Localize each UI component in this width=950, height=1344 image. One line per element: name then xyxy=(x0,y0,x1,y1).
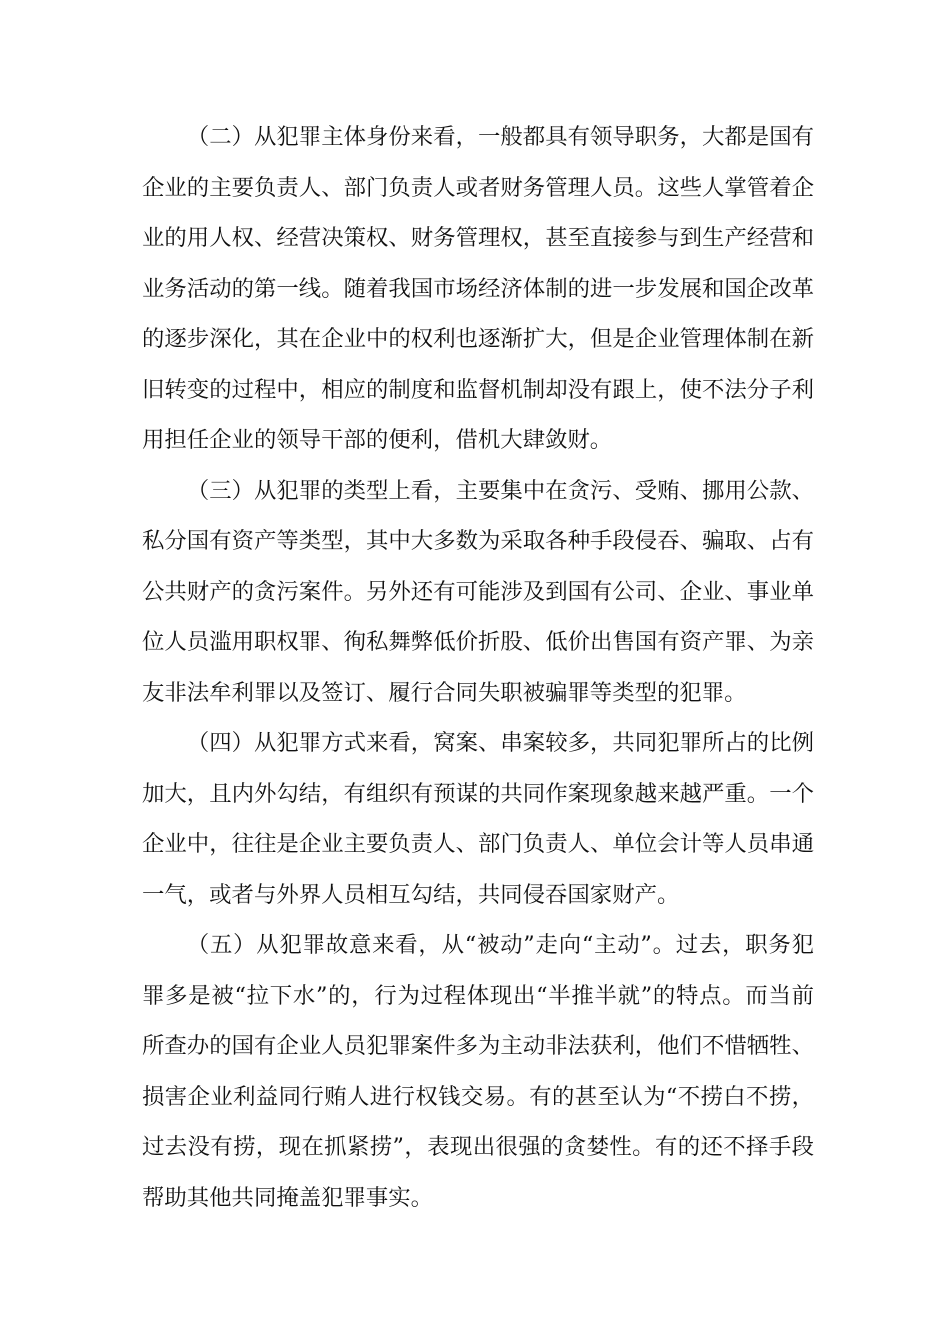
document-page xyxy=(142,112,814,1223)
paragraph-5: （五）从犯罪故意来看，从“被动”走向“主动”。过去，职务犯罪多是被“拉下水”的，行为过程体现出“半推半就”的特点。而当前所查办的国有企业人员犯罪案件多为主动非法获利，他们不惜牺牲、损害企业利益同行贿人进行权钱交易。有的甚至认为“不捞白不捞，过去没有捞，现在抓紧捞”，表现出很强的贪婪性。有的还不择手段帮助其他共同掩盖犯罪事实。 xyxy=(142,932,814,1211)
paragraph-2: （二）从犯罪主体身份来看，一般都具有领导职务，大都是国有企业的主要负责人、部门负责人或者财务管理人员。这些人掌管着企业的用人权、经营决策权、财务管理权，甚至直接参与到生产经营和业务活动的第一线。随着我国市场经济体制的进一步发展和国企改革的逐步深化，其在企业中的权利也逐渐扩大，但是企业管理体制在新旧转变的过程中，相应的制度和监督机制却没有跟上，使不法分子利用担任企业的领导干部的便利，借机大肆敛财。 xyxy=(142,124,814,453)
paragraph-4: （四）从犯罪方式来看，窝案、串案较多，共同犯罪所占的比例加大，且内外勾结，有组织有预谋的共同作案现象越来越严重。一个企业中，往往是企业主要负责人、部门负责人、单位会计等人员串通一气，或者与外界人员相互勾结，共同侵吞国家财产。 xyxy=(142,730,814,908)
paragraph-3: （三）从犯罪的类型上看，主要集中在贪污、受贿、挪用公款、私分国有资产等类型，其中大多数为采取各种手段侵吞、骗取、占有公共财产的贪污案件。另外还有可能涉及到国有公司、企业、事业单位人员滥用职权罪、徇私舞弊低价折股、低价出售国有资产罪、为亲友非法牟利罪以及签订、履行合同失职被骗罪等类型的犯罪。 xyxy=(142,477,814,706)
